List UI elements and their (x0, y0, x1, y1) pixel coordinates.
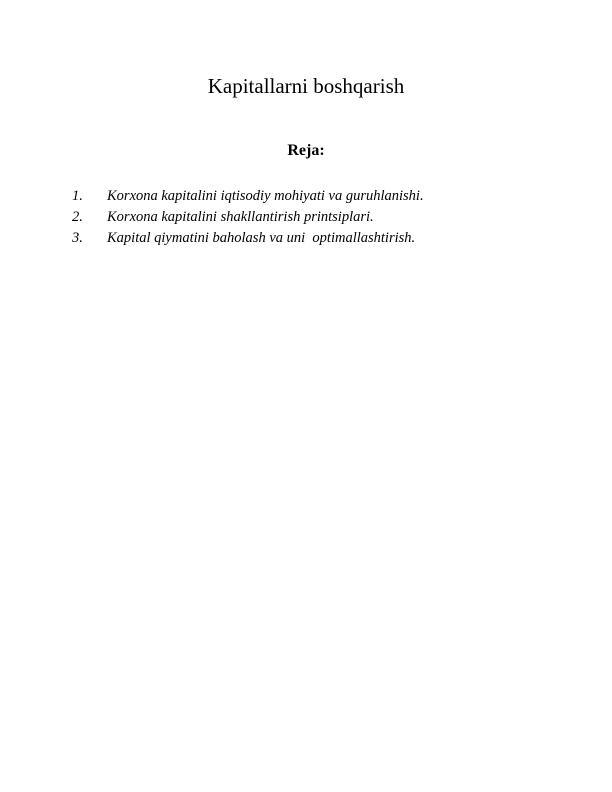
list-item (72, 186, 552, 207)
list-item-text: Kapital qiymatini baholash va uni optimallashtirish. (107, 230, 416, 246)
list-item-text: Korxona kapitalini shakllantirish printsiplari. (107, 209, 374, 225)
list-item-text: Korxona kapitalini iqtisodiy mohiyati va guruhlanishi. (107, 188, 424, 204)
list-item-number: 1. (72, 188, 83, 204)
list-item-number: 3. (72, 230, 83, 246)
list-item-number: 2. (72, 209, 83, 225)
page-title: Kapitallarni boshqarish (207, 74, 405, 98)
plan-heading: Reja: (287, 142, 325, 159)
list-item (72, 228, 552, 249)
plan-list (72, 186, 552, 249)
list-item (72, 207, 552, 228)
